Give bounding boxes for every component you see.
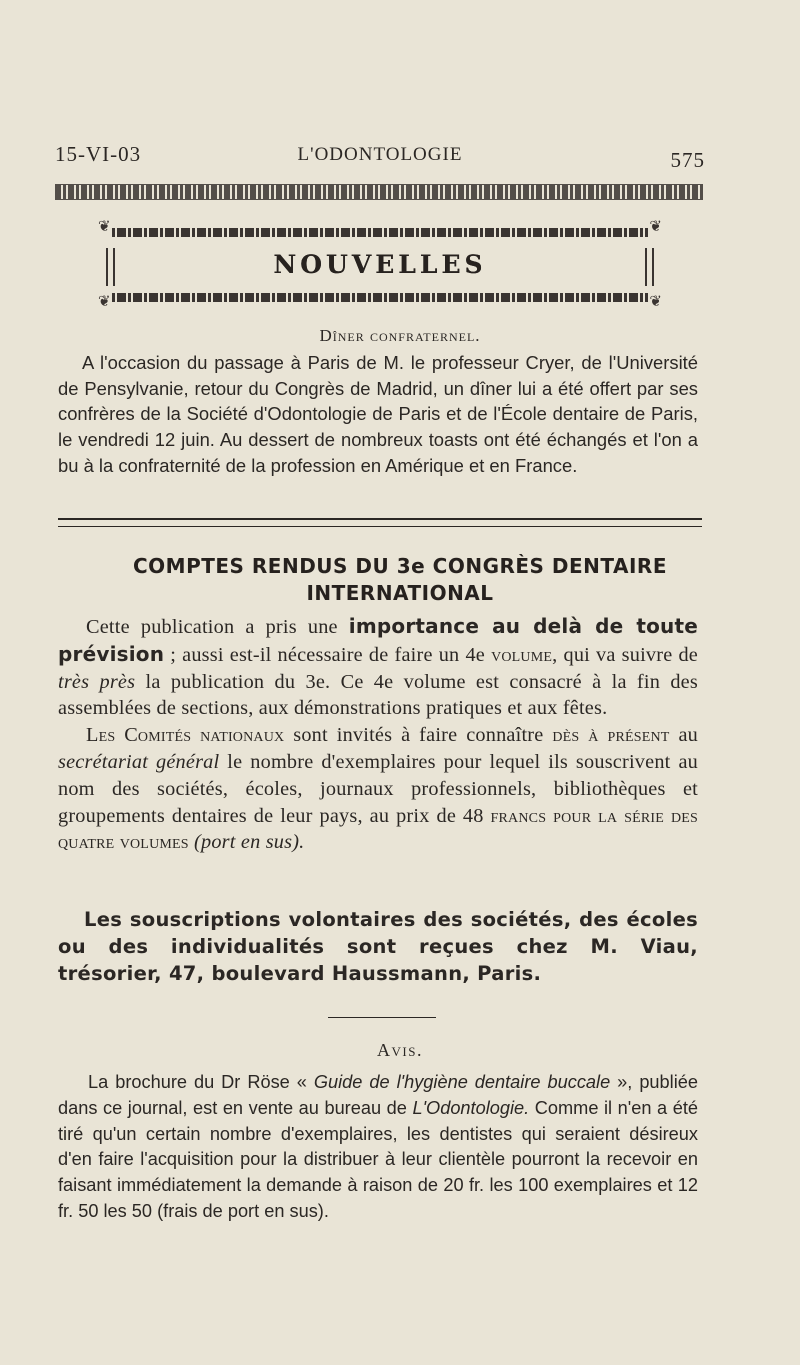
nouvelles-banner bbox=[98, 219, 662, 310]
cr-paragraph-1 bbox=[58, 613, 698, 722]
greek-key-top bbox=[112, 228, 648, 237]
text-run: Comme il n'en a été tiré qu'un certain nombre d'exemplaires, les dentistes qui seraient désireux d'en faire l'acquisition pour la distribuer à leur clientèle pourront la recevoir en faisant immédiatement la demande à raison de 20 fr. les 100 exemplaires et 12 fr. 50 les 50 (frais de port en sus). bbox=[58, 1097, 698, 1221]
corner-ornament-icon: ❦ bbox=[98, 294, 111, 310]
corner-ornament-icon: ❦ bbox=[98, 219, 111, 235]
diner-article bbox=[58, 350, 698, 479]
greek-key-bottom bbox=[112, 293, 648, 302]
corner-ornament-icon: ❦ bbox=[649, 294, 662, 310]
text-run: la publication du 3e. Ce 4e volume est consacré à la fin des assemblées de sections, aux démonstrations pratiques et aux fêtes. bbox=[58, 670, 698, 720]
diner-paragraph: A l'occasion du passage à Paris de M. le professeur Cryer, de l'Université de Pensylvanie, retour du Congrès de Madrid, un dîner lui a été offert par ses confrères de la Société d'Odontologie de Paris et de l'École dentaire de Paris, le vendredi 12 juin. Au dessert de nombreux toasts ont été échangés et l'on a bu à la confraternité de la profession en Amérique et en France. bbox=[58, 352, 698, 476]
short-divider bbox=[328, 1017, 436, 1018]
text-run: le nombre d'exemplaires pour lequel ils souscrivent au nom des sociétés, écoles, journaux professionnels, bibliothèques et groupements dentaires de leur pays, au prix de 48 bbox=[58, 750, 698, 827]
subscription-notice bbox=[58, 906, 698, 987]
volume-smallcaps: volume bbox=[491, 643, 553, 666]
avis-article bbox=[58, 1070, 698, 1225]
subscription-paragraph: Les souscriptions volontaires des sociétés, des écoles ou des individualités sont reçues chez M. Viau, trésorier, 47, boulevard Haussmann, Paris. bbox=[58, 908, 698, 985]
comptes-rendus-title bbox=[0, 553, 800, 607]
text-run: , qui va suivre de bbox=[552, 643, 698, 666]
text-run: sont invités à faire connaître bbox=[293, 724, 544, 747]
title-line-2: INTERNATIONAL bbox=[306, 581, 494, 605]
text-run: », publiée dans ce journal, est en vente au bureau de bbox=[58, 1072, 698, 1118]
section-divider bbox=[58, 518, 702, 527]
text-run: Cette publication a pris une bbox=[86, 616, 338, 638]
text-run: ; aussi est-il nécessaire de faire un 4e bbox=[170, 643, 485, 666]
running-header bbox=[55, 142, 705, 174]
secretariat-italic: secrétariat général bbox=[58, 750, 220, 773]
avis-heading: Avis. bbox=[377, 1040, 423, 1060]
ornamental-border bbox=[55, 184, 703, 200]
section-title-nouvelles: NOUVELLES bbox=[273, 250, 487, 279]
text-run: au bbox=[678, 724, 698, 747]
title-line-1: COMPTES RENDUS DU 3e CONGRÈS DENTAIRE bbox=[132, 554, 667, 578]
text-run: La brochure du Dr Röse « bbox=[88, 1072, 307, 1092]
guide-title-italic: Guide de l'hygiène dentaire buccale bbox=[313, 1072, 611, 1092]
comptes-rendus-body bbox=[58, 613, 698, 856]
odontologie-italic: L'Odontologie. bbox=[412, 1097, 530, 1118]
des-a-present-smallcaps: dès à présent bbox=[552, 724, 670, 747]
page-number: 575 bbox=[670, 148, 705, 172]
cr-paragraph-2 bbox=[58, 722, 698, 856]
emphasis-importance: importance au delà de toute prévision bbox=[58, 614, 698, 666]
header-journal-title: L'ODONTOLOGIE bbox=[297, 144, 463, 165]
corner-ornament-icon: ❦ bbox=[649, 219, 662, 235]
diner-heading: Dîner confraternel. bbox=[319, 326, 481, 345]
avis-paragraph bbox=[58, 1070, 698, 1225]
port-en-sus-italic: (port en sus). bbox=[194, 831, 305, 854]
comites-smallcaps: Les Comités nationaux bbox=[86, 724, 285, 747]
emphasis-tres-pres: très près bbox=[58, 670, 136, 693]
prix-smallcaps: francs pour la série des quatre volumes bbox=[58, 804, 698, 854]
header-date: 15-VI-03 bbox=[55, 142, 142, 166]
